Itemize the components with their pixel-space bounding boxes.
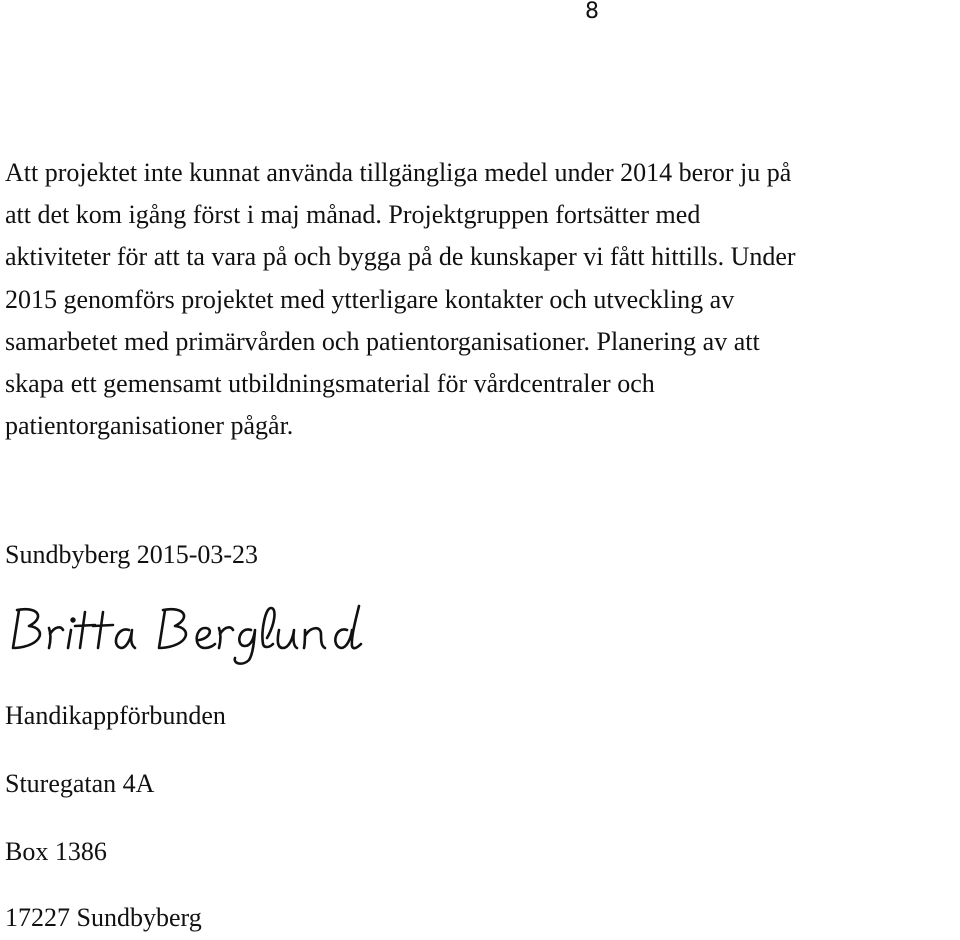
body-paragraph xyxy=(5,152,950,447)
signature-graphic xyxy=(5,598,405,668)
body-line: skapa ett gemensamt utbildningsmaterial för vårdcentraler och xyxy=(5,369,655,399)
page-number: 8 xyxy=(585,0,599,24)
address-street: Sturegatan 4A xyxy=(5,769,155,798)
body-line: aktiviteter för att ta vara på och bygga på de kunskaper vi fått hittills. Under xyxy=(5,242,796,272)
address-box: Box 1386 xyxy=(5,837,107,866)
address-organization: Handikappförbunden xyxy=(5,701,226,730)
place-and-date: Sundbyberg 2015-03-23 xyxy=(5,540,259,569)
address-postal: 17227 Sundbyberg xyxy=(5,903,202,932)
body-line: patientorganisationer pågår. xyxy=(5,411,294,441)
handwritten-signature xyxy=(5,598,405,673)
body-line: samarbetet med primärvården och patientorganisationer. Planering av att xyxy=(5,326,760,356)
body-line: 2015 genomförs projektet med ytterligare kontakter och utveckling av xyxy=(5,284,735,314)
body-line: att det kom igång först i maj månad. Projektgruppen fortsätter med xyxy=(5,200,701,230)
body-line: Att projektet inte kunnat använda tillgängliga medel under 2014 beror ju på xyxy=(5,158,792,187)
